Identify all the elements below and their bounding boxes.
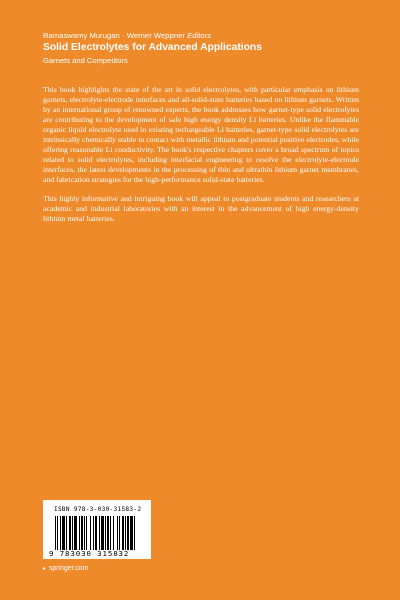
barcode-bar bbox=[60, 516, 61, 550]
barcode-bar bbox=[110, 516, 111, 550]
barcode-bars bbox=[55, 516, 149, 550]
barcode-bar bbox=[55, 516, 56, 550]
barcode-bar bbox=[62, 516, 65, 550]
description-paragraph-2: This highly informative and intriguing book will appeal to postgraduate students and researchers at academic and industrial laboratories with an interest in the advancement of high energy-density lithium metal batteries. bbox=[43, 194, 359, 224]
barcode-bar bbox=[86, 516, 87, 550]
publisher-line bbox=[43, 565, 88, 572]
barcode-bar bbox=[101, 516, 104, 550]
book-description bbox=[43, 85, 359, 233]
barcode-bar bbox=[79, 516, 80, 550]
barcode-bar bbox=[127, 516, 129, 550]
barcode-bar bbox=[105, 516, 106, 550]
publisher-url: springer.com bbox=[48, 565, 89, 572]
editors-line bbox=[43, 31, 211, 40]
barcode-bar bbox=[130, 516, 133, 550]
barcode-bar bbox=[122, 516, 124, 550]
barcode-bar bbox=[107, 516, 109, 550]
barcode-bar bbox=[134, 516, 135, 550]
triangle-right-icon: ▸ bbox=[43, 566, 47, 572]
book-title: Solid Electrolytes for Advanced Applications bbox=[43, 42, 262, 53]
barcode-bar bbox=[57, 516, 58, 550]
barcode-bar bbox=[113, 516, 114, 550]
editor-names: Ramaswamy Murugan · Werner Weppner bbox=[43, 31, 185, 40]
barcode-bar bbox=[81, 516, 83, 550]
barcode-bar bbox=[69, 516, 71, 550]
book-subtitle: Garnets and Competitors bbox=[43, 56, 128, 65]
editors-role: Editors bbox=[187, 31, 212, 40]
description-paragraph-1: This book highlights the state of the art in solid electrolytes, with particular emphasis on lithium garnets, electrolyte-electrode interfaces and all-solid-state batteries based on lithium garnets. Written by an international group of renowned experts, the book addresses how garnet-type solid electrolytes are contributing to the development of safe high energy density Li batteries. Unlike the flammable organic liquid electrolyte used in existing rechargeable Li batteries, garnet-type solid electrolytes are intrinsically chemically stable in contact with metallic lithium and potential positive electrodes, while offering reasonable Li conductivity. The book's respective chapters cover a broad spectrum of topics related to solid electrolytes, including interfacial engineering to resolve the electrolyte-electrode interfaces, the latest developments in the processing of thin and ultrathin lithium garnet membranes, and fabrication strategies for the high-performance solid-state batteries. bbox=[43, 85, 359, 185]
barcode-box bbox=[43, 500, 151, 559]
barcode-bar bbox=[99, 516, 100, 550]
barcode-bar bbox=[95, 516, 97, 550]
barcode-bar bbox=[72, 516, 73, 550]
barcode-bar bbox=[93, 516, 94, 550]
barcode-bar bbox=[66, 516, 67, 550]
barcode-bar bbox=[84, 516, 85, 550]
barcode-bar bbox=[74, 516, 77, 550]
barcode-bar bbox=[125, 516, 126, 550]
barcode-bar bbox=[119, 516, 120, 550]
isbn-text: ISBN 978-3-030-31583-2 bbox=[54, 506, 142, 513]
barcode-digits: 9 783030 315832 bbox=[49, 549, 130, 558]
barcode-bar bbox=[90, 516, 91, 550]
barcode-bar bbox=[117, 516, 118, 550]
